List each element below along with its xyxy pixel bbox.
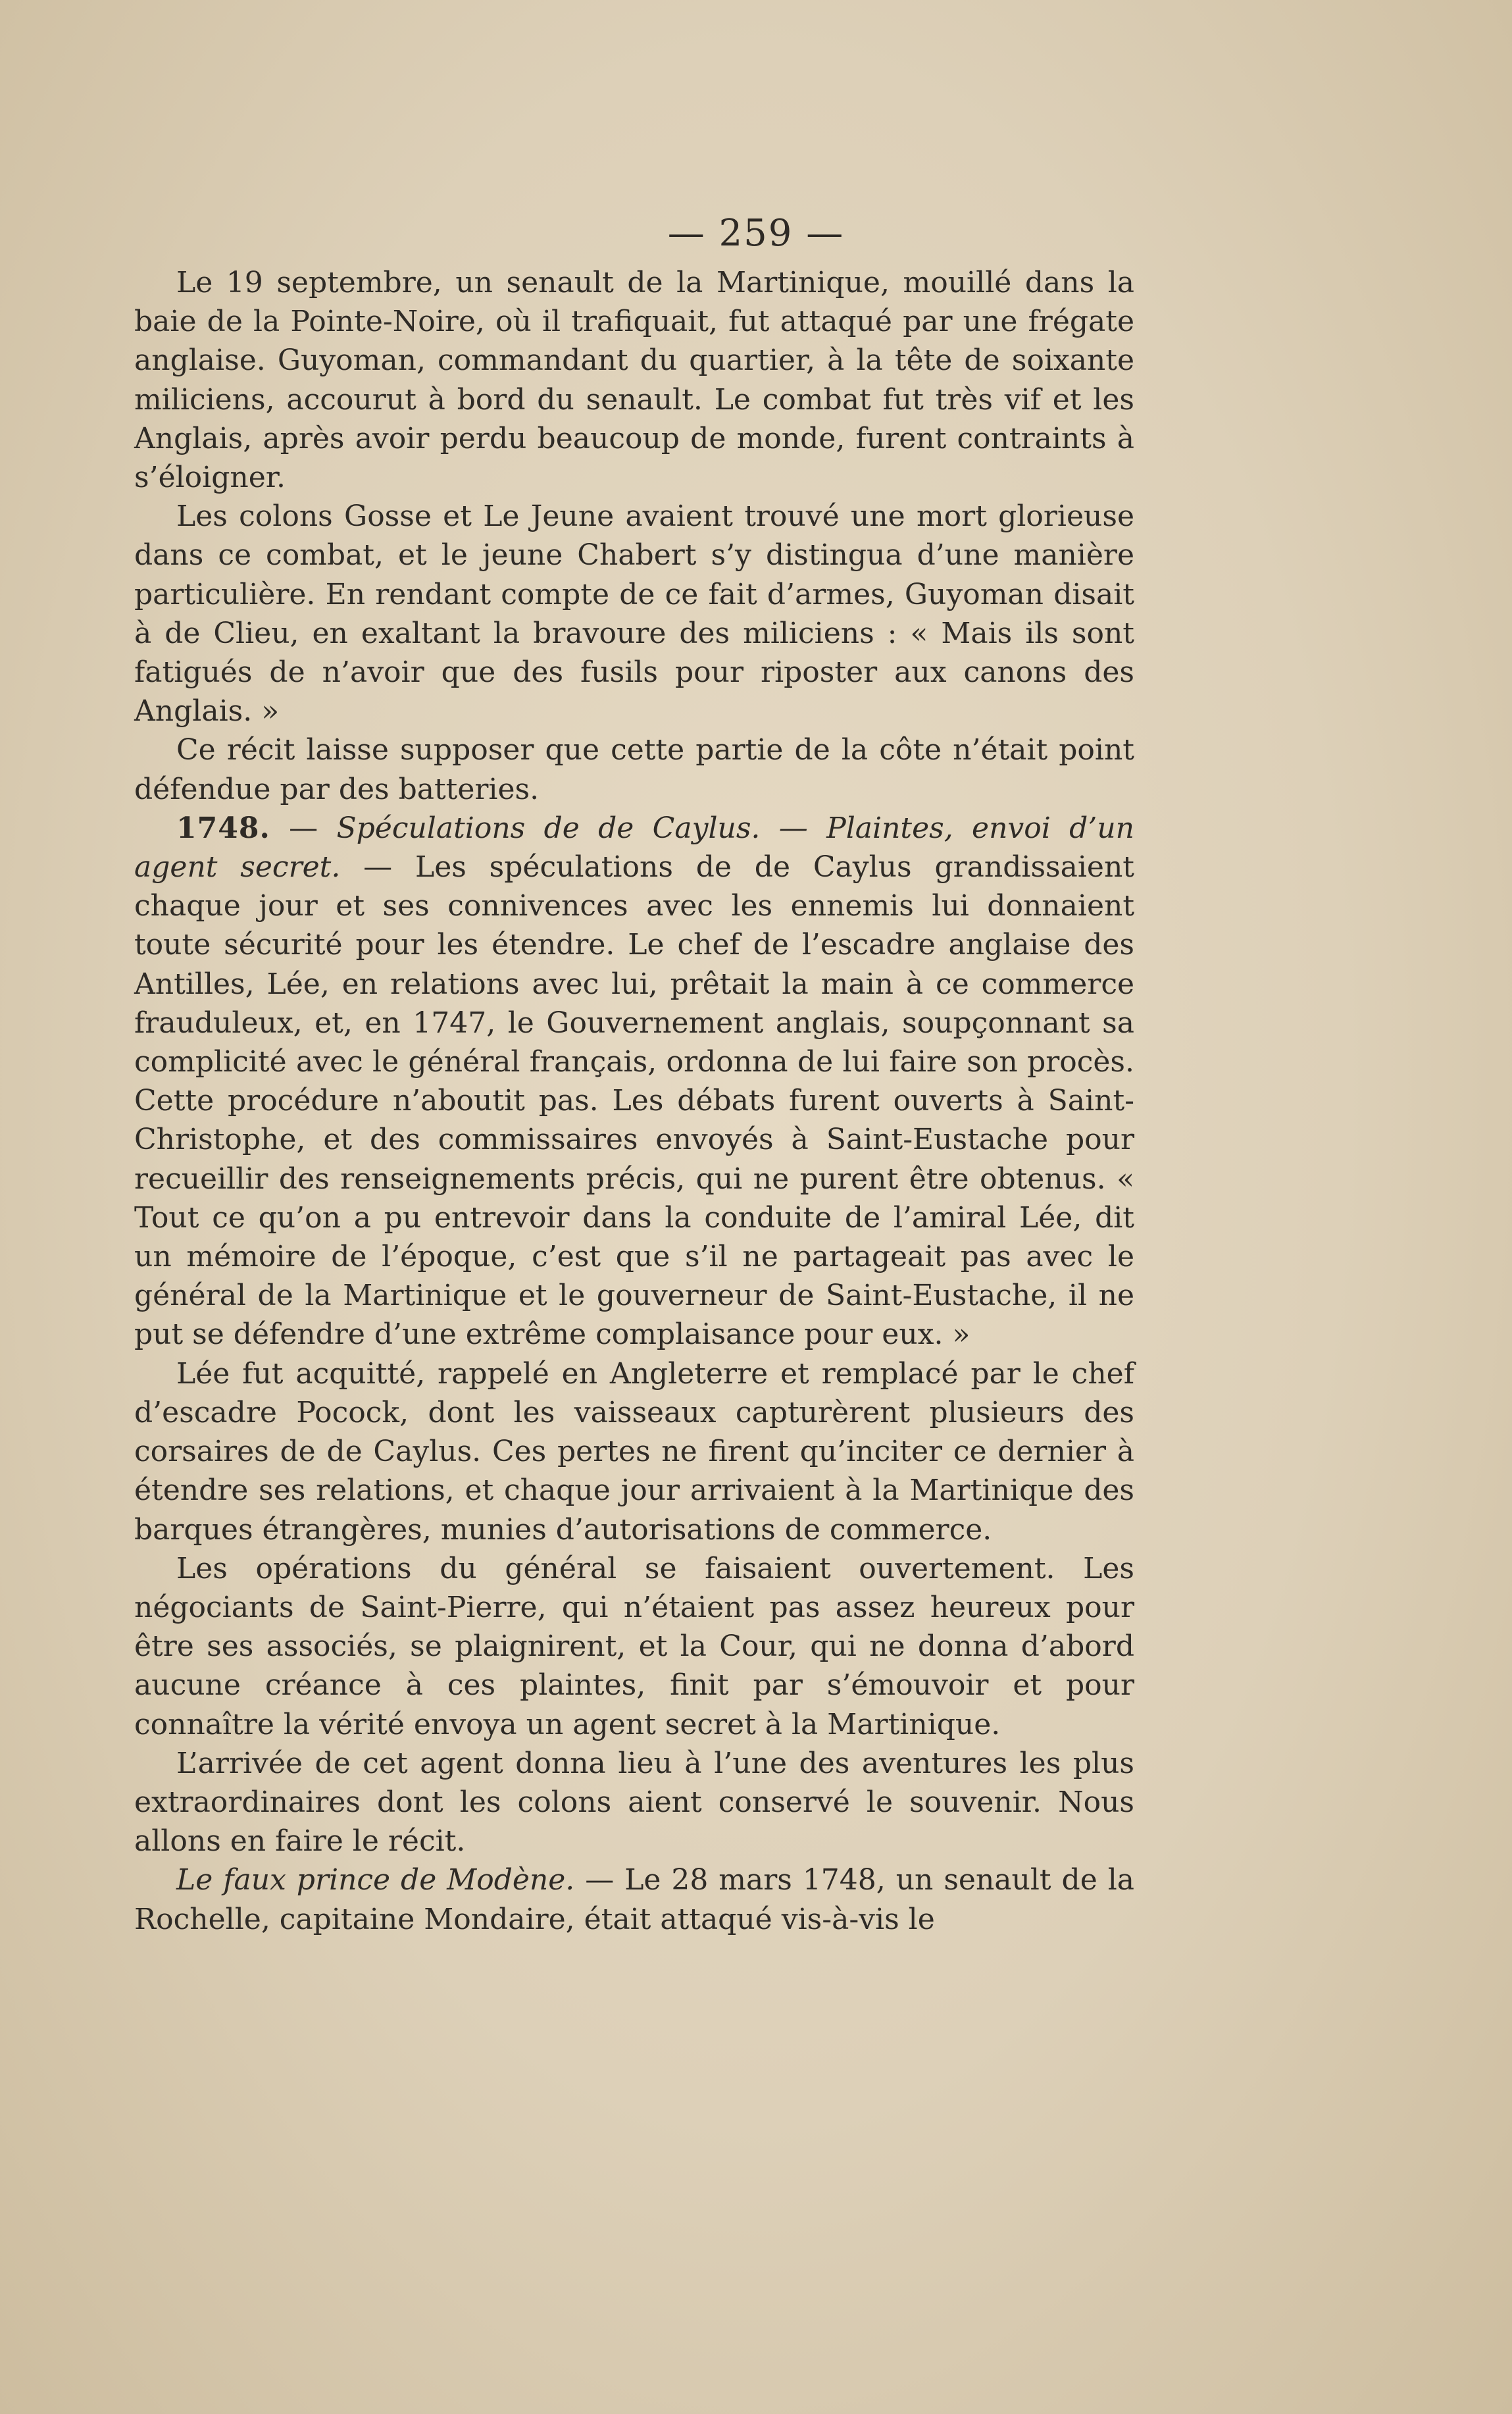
page-body <box>134 263 1134 1939</box>
dash-separator: — <box>574 1863 625 1897</box>
section-title-faux-prince: Le faux prince de Modène. <box>176 1863 575 1897</box>
dash-separator: — <box>340 850 415 885</box>
paragraph-1748-speculations <box>134 809 1134 1354</box>
section-text-faux-prince: Le 28 mars 1748, un senault de la Rochelle, capitaine Mondaire, était attaqué vis-à-vis le <box>134 1863 1134 1936</box>
paragraph-faux-prince <box>134 1861 1134 1938</box>
paragraph-senault-attack: Le 19 septembre, un senault de la Martinique, mouillé dans la baie de la Pointe-Noire, où il trafiquait, fut attaqué par une frégate anglaise. Guyoman, commandant du quartier, à la tête de soixante miliciens, accourut à bord du senault. Le combat fut très vif et les Anglais, après avoir perdu beaucoup de monde, furent contraints à s’éloigner. <box>134 266 1134 495</box>
page-number: — 259 — <box>667 212 845 255</box>
section-text-speculations: Les spéculations de de Caylus grandissaient chaque jour et ses connivences avec les ennemis lui donnaient toute sécurité pour les étendre. Le chef de l’escadre anglaise des Antilles, Lée, en relations avec lui, prêtait la main à ce commerce frauduleux, et, en 1747, le Gouvernement anglais, soupçonnant sa complicité avec le général français, ordonna de lui faire son procès. Cette procédure n’aboutit pas. Les débats furent ouverts à Saint-Christophe, et des commissaires envoyés à Saint-Eustache pour recueillir des renseignements précis, qui ne purent être obtenus. « Tout ce qu’on a pu entrevoir dans la conduite de l’amiral Lée, dit un mémoire de l’époque, c’est que s’il ne partageait pas avec le général de la Martinique et le gouverneur de Saint-Eustache, il ne put se défendre d’une extrême complaisance pour eux. » <box>134 850 1134 1352</box>
section-title-speculations: Spéculations de de Caylus. — Plaintes, envoi d’un agent secret. <box>134 811 1134 885</box>
paragraph-arrivee-agent: L’arrivée de cet agent donna lieu à l’une des aventures les plus extraordinaires dont les colons aient conservé le souvenir. Nous allons en faire le récit. <box>134 1746 1134 1859</box>
paragraph-lee-acquitte: Lée fut acquitté, rappelé en Angleterre et remplacé par le chef d’escadre Pocock, dont les vaisseaux capturèrent plusieurs des corsaires de de Caylus. Ces pertes ne firent qu’inciter ce dernier à étendre ses relations, et chaque jour arrivaient à la Martinique des barques étrangères, munies d’autorisations de commerce. <box>134 1356 1134 1547</box>
paragraph-recit-cote: Ce récit laisse supposer que cette partie de la côte n’était point défendue par des batteries. <box>134 733 1134 806</box>
year-heading: 1748. <box>176 811 270 845</box>
dash-separator: — <box>270 811 337 845</box>
paragraph-colons-gosse: Les colons Gosse et Le Jeune avaient trouvé une mort glorieuse dans ce combat, et le jeune Chabert s’y distingua d’une manière particulière. En rendant compte de ce fait d’armes, Guyoman disait à de Clieu, en exaltant la bravoure des miliciens : « Mais ils sont fatigués de n’avoir que des fusils pour riposter aux canons des Anglais. » <box>134 500 1134 729</box>
paragraph-operations-general: Les opérations du général se faisaient ouvertement. Les négociants de Saint-Pierre, qui n’étaient pas assez heureux pour être ses associés, se plaignirent, et la Cour, qui ne donna d’abord aucune créance à ces plaintes, finit par s’émouvoir et pour connaître la vérité envoya un agent secret à la Martinique. <box>134 1551 1134 1741</box>
